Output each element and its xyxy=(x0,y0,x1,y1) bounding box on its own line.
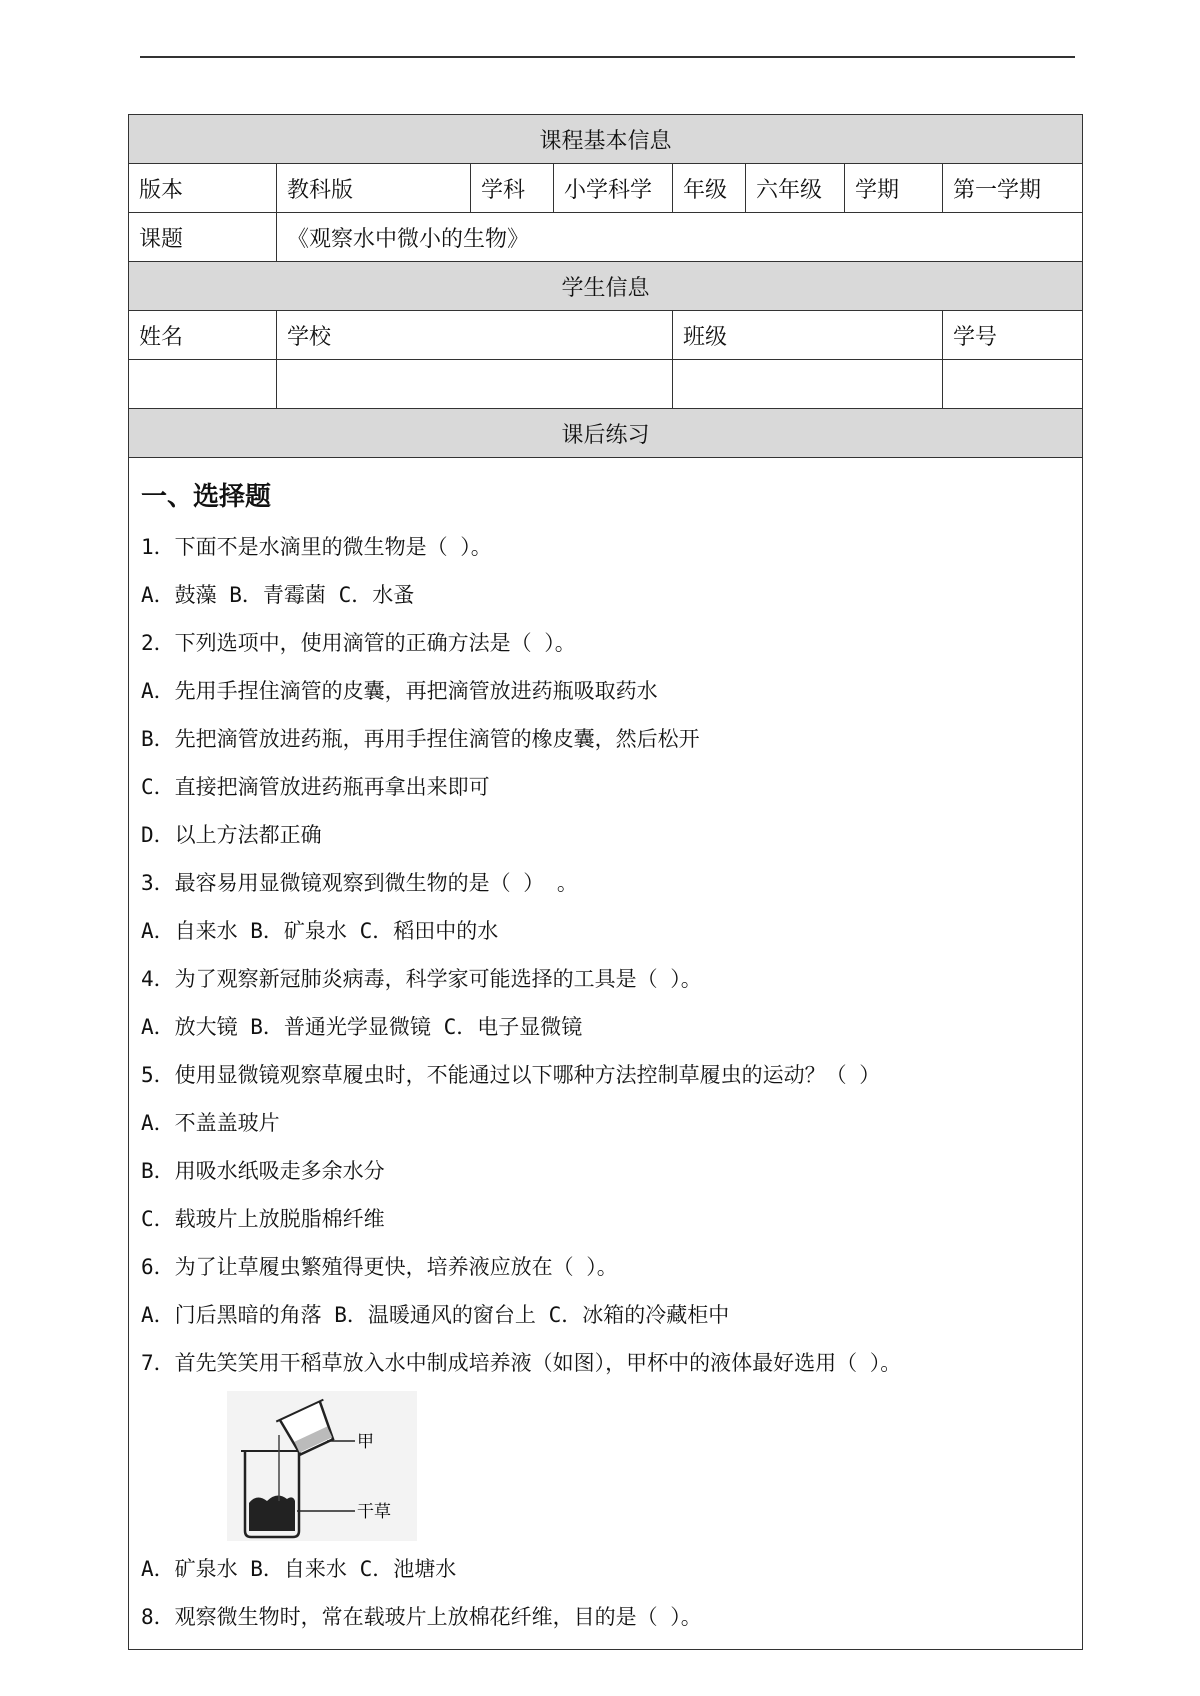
id-field[interactable] xyxy=(943,360,1083,409)
question-line: A．放大镜 B．普通光学显微镜 C．电子显微镜 xyxy=(141,1015,583,1039)
question-line: A．鼓藻 B．青霉菌 C．水蚤 xyxy=(141,583,415,607)
school-field[interactable] xyxy=(277,360,673,409)
term-value: 第一学期 xyxy=(943,164,1083,213)
grade-value: 六年级 xyxy=(746,164,845,213)
practice-header: 课后练习 xyxy=(129,409,1083,458)
beaker-figure xyxy=(227,1391,417,1541)
question-line: B．先把滴管放进药瓶，再用手捏住滴管的橡皮囊，然后松开 xyxy=(141,727,700,751)
topic-value: 《观察水中微小的生物》 xyxy=(277,213,1083,262)
exercise-content xyxy=(129,458,1083,1650)
question-line: A．先用手捏住滴管的皮囊，再把滴管放进药瓶吸取药水 xyxy=(141,679,658,703)
question-line: D．以上方法都正确 xyxy=(141,823,322,847)
question-line: 5．使用显微镜观察草履虫时，不能通过以下哪种方法控制草履虫的运动？（ ） xyxy=(141,1063,881,1087)
course-info-header: 课程基本信息 xyxy=(129,115,1083,164)
question-line: A．不盖盖玻片 xyxy=(141,1111,280,1135)
class-field[interactable] xyxy=(673,360,943,409)
question-line: A．矿泉水 B．自来水 C．池塘水 xyxy=(141,1557,457,1581)
worksheet-table xyxy=(128,114,1083,1650)
question-line: 4．为了观察新冠肺炎病毒，科学家可能选择的工具是（ ）。 xyxy=(141,967,702,991)
question-line: 2．下列选项中，使用滴管的正确方法是（ ）。 xyxy=(141,631,576,655)
student-info-header: 学生信息 xyxy=(129,262,1083,311)
name-field[interactable] xyxy=(129,360,277,409)
question-line: 1．下面不是水滴里的微生物是（ ）。 xyxy=(141,535,492,559)
grade-label: 年级 xyxy=(673,164,746,213)
name-label: 姓名 xyxy=(129,311,277,360)
label-grass: 干草 xyxy=(357,1502,391,1522)
dry-grass xyxy=(249,1495,295,1531)
school-label: 学校 xyxy=(277,311,673,360)
section-title: 一、选择题 xyxy=(141,482,272,512)
id-label: 学号 xyxy=(943,311,1083,360)
term-label: 学期 xyxy=(845,164,943,213)
edition-value: 教科版 xyxy=(277,164,471,213)
question-line: 6．为了让草履虫繁殖得更快，培养液应放在（ ）。 xyxy=(141,1255,618,1279)
question-line: A．门后黑暗的角落 B．温暖通风的窗台上 C．冰箱的冷藏柜中 xyxy=(141,1303,730,1327)
question-line: C．直接把滴管放进药瓶再拿出来即可 xyxy=(141,775,490,799)
question-line: 8．观察微生物时，常在载玻片上放棉花纤维，目的是（ ）。 xyxy=(141,1605,702,1629)
edition-label: 版本 xyxy=(129,164,277,213)
question-line: 3．最容易用显微镜观察到微生物的是（ ） 。 xyxy=(141,871,578,895)
subject-label: 学科 xyxy=(471,164,554,213)
class-label: 班级 xyxy=(673,311,943,360)
question-line: A．自来水 B．矿泉水 C．稻田中的水 xyxy=(141,919,499,943)
question-line: 7．首先笑笑用干稻草放入水中制成培养液（如图），甲杯中的液体最好选用（ ）。 xyxy=(141,1351,902,1375)
question-line: C．载玻片上放脱脂棉纤维 xyxy=(141,1207,385,1231)
header-rule xyxy=(140,56,1075,58)
subject-value: 小学科学 xyxy=(554,164,673,213)
topic-label: 课题 xyxy=(129,213,277,262)
label-jia: 甲 xyxy=(357,1432,374,1452)
question-line: B．用吸水纸吸走多余水分 xyxy=(141,1159,385,1183)
